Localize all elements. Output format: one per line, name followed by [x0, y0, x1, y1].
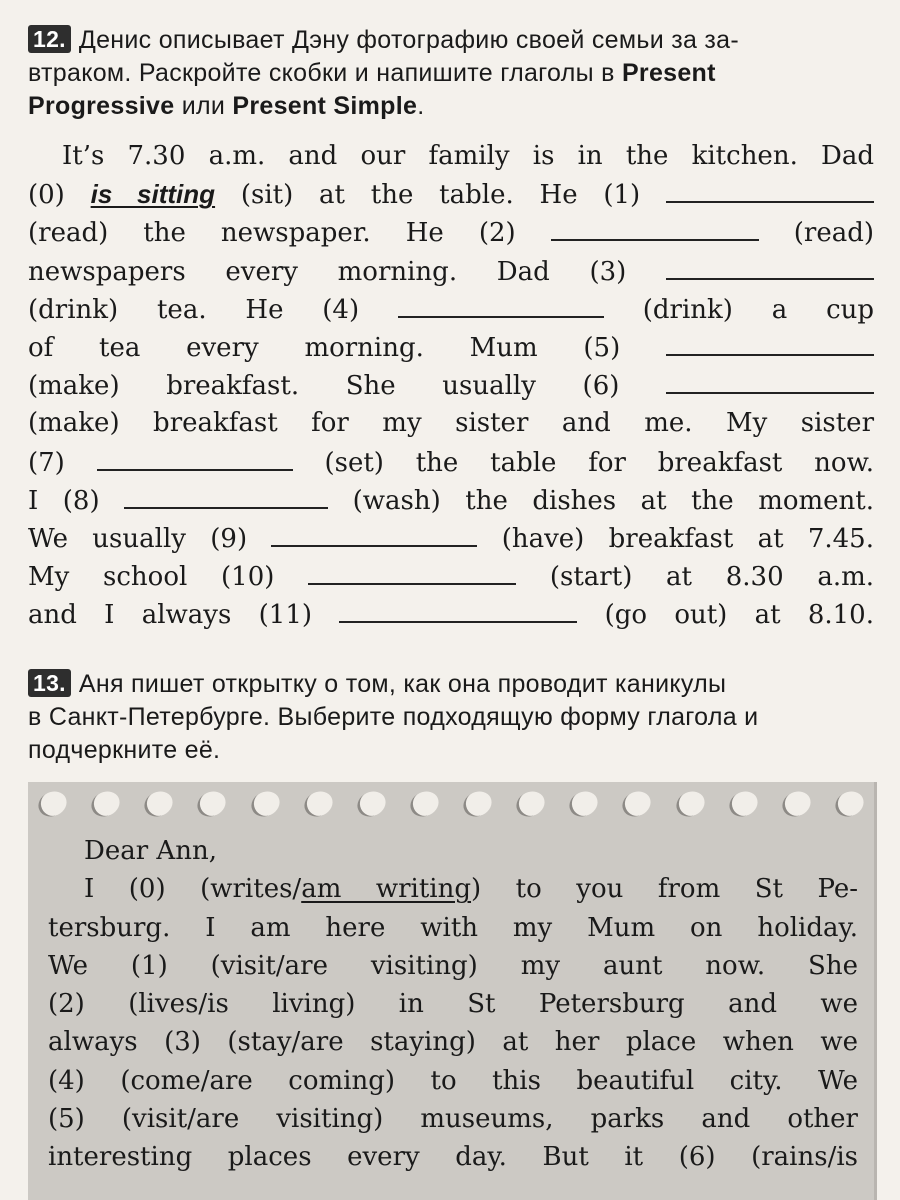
- answer-blank-5[interactable]: [666, 328, 874, 356]
- text-line: (4) (come/are coming) to this beautiful city. We: [48, 1065, 858, 1096]
- hole-icon: [87, 787, 123, 821]
- notebook-holes: [38, 792, 864, 828]
- text-line: (drink) tea. He (4) (drink) a cup: [28, 290, 874, 328]
- hole-icon: [672, 787, 708, 821]
- answer-blank-1[interactable]: [666, 175, 874, 203]
- hole-icon: [619, 787, 655, 821]
- instruction-line: в Санкт-Петербурге. Выберите подходящую форму глагола и: [28, 703, 759, 731]
- text-line: (7) (set) the table for breakfast now.: [28, 443, 874, 481]
- hole-icon: [34, 787, 70, 821]
- text-line: I (0) (writes/am writing) to you from St Pe-: [84, 874, 858, 905]
- text-line: My school (10) (start) at 8.30 a.m.: [28, 557, 874, 595]
- text-line: of tea every morning. Mum (5): [28, 328, 874, 366]
- answer-blank-7[interactable]: [97, 443, 293, 471]
- text-line: (make) breakfast for my sister and me. My sister: [28, 408, 874, 439]
- answer-blank-6[interactable]: [666, 366, 874, 394]
- text-line: newspapers every morning. Dad (3): [28, 252, 874, 290]
- text-line: We (1) (visit/are visiting) my aunt now. She: [48, 950, 858, 981]
- answer-blank-10[interactable]: [308, 557, 516, 585]
- text-line: (0) is sitting (sit) at the table. He (1): [28, 175, 874, 213]
- instruction-line: 13. Аня пишет открытку о том, как она проводит каникулы: [28, 668, 874, 701]
- hole-icon: [778, 787, 814, 821]
- text-line: It’s 7.30 a.m. and our family is in the kitchen. Dad: [62, 141, 874, 171]
- answer-blank-8[interactable]: [124, 481, 328, 509]
- postcard-text: [48, 832, 858, 1177]
- instruction-line: Progressive или Present Simple.: [28, 92, 425, 120]
- text-line: interesting places every day. But it (6) (rains/is: [48, 1142, 858, 1173]
- text-line: (5) (visit/are visiting) museums, parks and other: [48, 1104, 858, 1135]
- example-underlined-answer: am writing: [301, 874, 472, 905]
- text-line: (2) (lives/is living) in St Petersburg and we: [48, 989, 858, 1020]
- hole-icon: [141, 787, 177, 821]
- answer-blank-9[interactable]: [271, 519, 477, 547]
- answer-blank-11[interactable]: [339, 595, 577, 623]
- hole-icon: [247, 787, 283, 821]
- exercise-13-instructions: [28, 668, 874, 767]
- exercise-12-text: [28, 137, 874, 633]
- example-answer: is sitting: [90, 179, 216, 210]
- text-line: I (8) (wash) the dishes at the moment.: [28, 481, 874, 519]
- hole-icon: [512, 787, 548, 821]
- instruction-line: подчеркните её.: [28, 736, 221, 764]
- instruction-line: втраком. Раскройте скобки и напишите глаголы в Present: [28, 59, 716, 87]
- hole-icon: [406, 787, 442, 821]
- text-line: and I always (11) (go out) at 8.10.: [28, 595, 874, 633]
- text-line: We usually (9) (have) breakfast at 7.45.: [28, 519, 874, 557]
- hole-icon: [725, 787, 761, 821]
- exercise-number-badge: 12.: [28, 25, 71, 53]
- hole-icon: [831, 787, 867, 821]
- postcard: [28, 782, 874, 1200]
- text-line: always (3) (stay/are staying) at her place when we: [48, 1027, 858, 1058]
- instruction-line: 12. Денис описывает Дэну фотографию своей семьи за за-: [28, 24, 874, 57]
- answer-blank-4[interactable]: [398, 290, 604, 318]
- hole-icon: [459, 787, 495, 821]
- text-line: (read) the newspaper. He (2) (read): [28, 213, 874, 251]
- text-line: (make) breakfast. She usually (6): [28, 366, 874, 404]
- exercise-number-badge: 13.: [28, 669, 71, 697]
- hole-icon: [194, 787, 230, 821]
- answer-blank-2[interactable]: [551, 213, 759, 241]
- postcard-greeting: Dear Ann,: [84, 836, 217, 866]
- hole-icon: [353, 787, 389, 821]
- hole-icon: [300, 787, 336, 821]
- answer-blank-3[interactable]: [666, 252, 874, 280]
- exercise-12-instructions: [28, 24, 874, 123]
- text-line: tersburg. I am here with my Mum on holiday.: [48, 912, 858, 943]
- hole-icon: [566, 787, 602, 821]
